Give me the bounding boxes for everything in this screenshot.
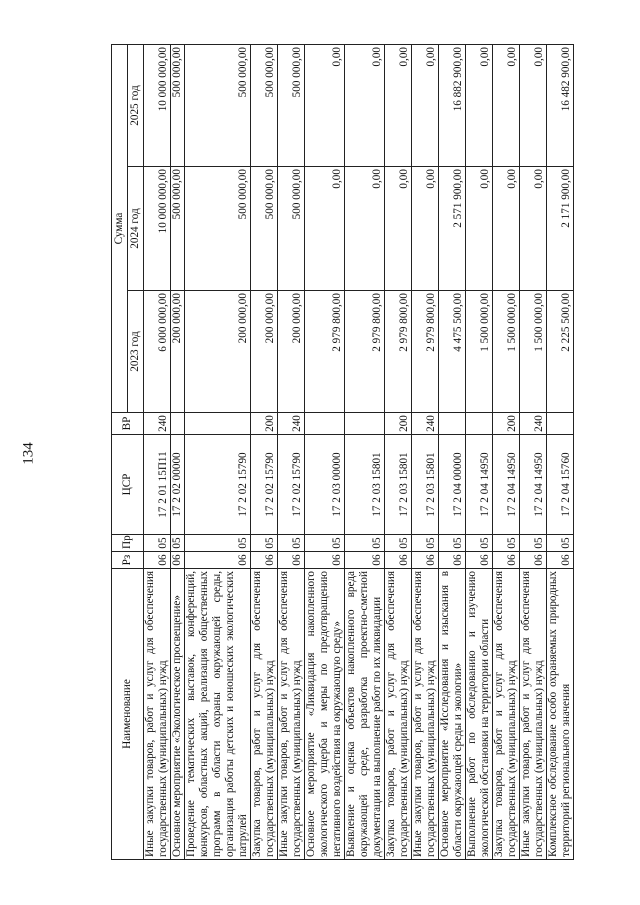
sum-2025-cell: 0,00 bbox=[305, 44, 345, 166]
pr-cell: 05 bbox=[345, 535, 385, 552]
name-cell: Закупка товаров, работ и услуг для обеспечения государственных (муниципальных) нужд bbox=[493, 569, 520, 860]
csr-cell: 17 2 04 14950 bbox=[493, 435, 520, 535]
name-cell: Иные закупки товаров, работ и услуг для обеспечения государственных (муниципальных) нужд bbox=[412, 569, 439, 860]
csr-cell: 17 2 03 15801 bbox=[345, 435, 385, 535]
vr-cell: 200 bbox=[385, 413, 412, 435]
rz-cell: 06 bbox=[305, 552, 345, 569]
header-name: Наименование bbox=[112, 569, 144, 860]
rz-cell: 06 bbox=[412, 552, 439, 569]
header-2024: 2024 год bbox=[128, 167, 144, 291]
table-row bbox=[345, 44, 385, 859]
csr-cell: 17 2 04 14950 bbox=[466, 435, 493, 535]
sum-2025-cell: 0,00 bbox=[520, 44, 547, 166]
sum-2025-cell: 0,00 bbox=[466, 44, 493, 166]
vr-cell: 240 bbox=[520, 413, 547, 435]
vr-cell bbox=[547, 413, 574, 435]
name-cell: Основное мероприятие «Исследования и изыскания в области окружающей среды и экологии» bbox=[439, 569, 466, 860]
name-cell: Основное мероприятие «Экологическое просвещение» bbox=[171, 569, 185, 860]
sum-2023-cell: 6 000 000,00 bbox=[144, 291, 171, 413]
rz-cell: 06 bbox=[466, 552, 493, 569]
pr-cell: 05 bbox=[385, 535, 412, 552]
vr-cell: 240 bbox=[412, 413, 439, 435]
sum-2023-cell: 1 500 000,00 bbox=[493, 291, 520, 413]
table-header bbox=[112, 44, 144, 859]
header-2023: 2023 год bbox=[128, 291, 144, 413]
sum-2024-cell: 500 000,00 bbox=[278, 167, 305, 291]
rz-cell: 06 bbox=[385, 552, 412, 569]
sum-2023-cell: 200 000,00 bbox=[278, 291, 305, 413]
pr-cell: 05 bbox=[547, 535, 574, 552]
table-row bbox=[278, 44, 305, 859]
vr-cell: 200 bbox=[251, 413, 278, 435]
sum-2025-cell: 16 882 900,00 bbox=[439, 44, 466, 166]
sum-2024-cell: 500 000,00 bbox=[185, 167, 251, 291]
vr-cell bbox=[439, 413, 466, 435]
sum-2024-cell: 0,00 bbox=[466, 167, 493, 291]
sum-2023-cell: 200 000,00 bbox=[171, 291, 185, 413]
table-row bbox=[412, 44, 439, 859]
pr-cell: 05 bbox=[412, 535, 439, 552]
sum-2025-cell: 16 482 900,00 bbox=[547, 44, 574, 166]
rz-cell: 06 bbox=[547, 552, 574, 569]
csr-cell: 17 2 02 15790 bbox=[278, 435, 305, 535]
name-cell: Закупка товаров, работ и услуг для обеспечения государственных (муниципальных) нужд bbox=[251, 569, 278, 860]
rotated-page bbox=[111, 45, 636, 860]
table-row bbox=[185, 44, 251, 859]
sum-2025-cell: 500 000,00 bbox=[185, 44, 251, 166]
name-cell: Выполнение работ по обследованию и изучению экологической обстановки на территории области bbox=[466, 569, 493, 860]
csr-cell: 17 2 04 14950 bbox=[520, 435, 547, 535]
sum-2023-cell: 1 500 000,00 bbox=[520, 291, 547, 413]
sum-2025-cell: 0,00 bbox=[493, 44, 520, 166]
sum-2023-cell: 200 000,00 bbox=[185, 291, 251, 413]
csr-cell: 17 2 03 15801 bbox=[385, 435, 412, 535]
pr-cell: 05 bbox=[520, 535, 547, 552]
sum-2024-cell: 500 000,00 bbox=[251, 167, 278, 291]
sum-2025-cell: 0,00 bbox=[412, 44, 439, 166]
vr-cell bbox=[185, 413, 251, 435]
sum-2023-cell: 2 979 800,00 bbox=[305, 291, 345, 413]
vr-cell: 240 bbox=[278, 413, 305, 435]
name-cell: Иные закупки товаров, работ и услуг для обеспечения государственных (муниципальных) нужд bbox=[278, 569, 305, 860]
header-sum: Сумма bbox=[112, 44, 128, 412]
sum-2025-cell: 0,00 bbox=[385, 44, 412, 166]
budget-table bbox=[111, 44, 574, 860]
rz-cell: 06 bbox=[185, 552, 251, 569]
sum-2023-cell: 200 000,00 bbox=[251, 291, 278, 413]
name-cell: Закупка товаров, работ и услуг для обеспечения государственных (муниципальных) нужд bbox=[385, 569, 412, 860]
table-row bbox=[439, 44, 466, 859]
vr-cell bbox=[466, 413, 493, 435]
name-cell: Выявление и оценка объектов накопленного вреда окружающей среде, разработка проектно-сметной документации на выполнение работ по их ликвидации bbox=[345, 569, 385, 860]
sum-2025-cell: 10 000 000,00 bbox=[144, 44, 171, 166]
table-row bbox=[144, 44, 171, 859]
vr-cell bbox=[345, 413, 385, 435]
sum-2024-cell: 0,00 bbox=[493, 167, 520, 291]
rz-cell: 06 bbox=[144, 552, 171, 569]
header-pr: Пр bbox=[112, 535, 144, 552]
pr-cell: 05 bbox=[171, 535, 185, 552]
sum-2023-cell: 2 979 800,00 bbox=[412, 291, 439, 413]
vr-cell: 200 bbox=[493, 413, 520, 435]
pr-cell: 05 bbox=[144, 535, 171, 552]
sum-2024-cell: 0,00 bbox=[305, 167, 345, 291]
vr-cell: 240 bbox=[144, 413, 171, 435]
sum-2024-cell: 2 571 900,00 bbox=[439, 167, 466, 291]
page-number: 134 bbox=[20, 442, 37, 465]
name-cell: Иные закупки товаров, работ и услуг для обеспечения государственных (муниципальных) нужд bbox=[144, 569, 171, 860]
pr-cell: 05 bbox=[185, 535, 251, 552]
sum-2024-cell: 0,00 bbox=[520, 167, 547, 291]
pr-cell: 05 bbox=[439, 535, 466, 552]
sum-2024-cell: 0,00 bbox=[385, 167, 412, 291]
sum-2024-cell: 0,00 bbox=[345, 167, 385, 291]
pr-cell: 05 bbox=[305, 535, 345, 552]
table-row bbox=[171, 44, 185, 859]
name-cell: Иные закупки товаров, работ и услуг для обеспечения государственных (муниципальных) нужд bbox=[520, 569, 547, 860]
sum-2023-cell: 2 225 500,00 bbox=[547, 291, 574, 413]
rz-cell: 06 bbox=[520, 552, 547, 569]
csr-cell: 17 2 03 15801 bbox=[412, 435, 439, 535]
header-rz: Рз bbox=[112, 552, 144, 569]
pr-cell: 05 bbox=[278, 535, 305, 552]
pr-cell: 05 bbox=[493, 535, 520, 552]
table-row bbox=[305, 44, 345, 859]
csr-cell: 17 2 04 15760 bbox=[547, 435, 574, 535]
csr-cell: 17 2 02 15790 bbox=[185, 435, 251, 535]
name-cell: Комплексное обследование особо охраняемых природных территорий регионального значения bbox=[547, 569, 574, 860]
rz-cell: 06 bbox=[251, 552, 278, 569]
csr-cell: 17 2 02 15790 bbox=[251, 435, 278, 535]
pr-cell: 05 bbox=[251, 535, 278, 552]
table-row bbox=[385, 44, 412, 859]
vr-cell bbox=[171, 413, 185, 435]
rz-cell: 06 bbox=[171, 552, 185, 569]
table-row bbox=[493, 44, 520, 859]
rz-cell: 06 bbox=[493, 552, 520, 569]
name-cell: Проведение тематических выставок, конференций, конкурсов, областных акций, реализация общественных программ в области охраны окружающей среды, организация работы детских и юношеских экологических патрулей bbox=[185, 569, 251, 860]
table-row bbox=[466, 44, 493, 859]
header-2025: 2025 год bbox=[128, 44, 144, 166]
header-vr: ВР bbox=[112, 413, 144, 435]
rz-cell: 06 bbox=[439, 552, 466, 569]
sum-2024-cell: 10 000 000,00 bbox=[144, 167, 171, 291]
sum-2025-cell: 500 000,00 bbox=[278, 44, 305, 166]
csr-cell: 17 2 02 00000 bbox=[171, 435, 185, 535]
rz-cell: 06 bbox=[345, 552, 385, 569]
sum-2023-cell: 2 979 800,00 bbox=[345, 291, 385, 413]
sum-2024-cell: 0,00 bbox=[412, 167, 439, 291]
sum-2025-cell: 0,00 bbox=[345, 44, 385, 166]
sum-2025-cell: 500 000,00 bbox=[251, 44, 278, 166]
csr-cell: 17 2 04 00000 bbox=[439, 435, 466, 535]
name-cell: Основное мероприятие «Ликвидация накопленного экологического ущерба и меры по предотвращению негативного воздействия на окружающую среду» bbox=[305, 569, 345, 860]
vr-cell bbox=[305, 413, 345, 435]
header-csr: ЦСР bbox=[112, 435, 144, 535]
sum-2024-cell: 2 171 900,00 bbox=[547, 167, 574, 291]
sum-2023-cell: 2 979 800,00 bbox=[385, 291, 412, 413]
rz-cell: 06 bbox=[278, 552, 305, 569]
table-row bbox=[251, 44, 278, 859]
csr-cell: 17 2 01 15П11 bbox=[144, 435, 171, 535]
table-row bbox=[547, 44, 574, 859]
pr-cell: 05 bbox=[466, 535, 493, 552]
sum-2025-cell: 500 000,00 bbox=[171, 44, 185, 166]
sum-2023-cell: 4 475 500,00 bbox=[439, 291, 466, 413]
table-row bbox=[520, 44, 547, 859]
sum-2024-cell: 500 000,00 bbox=[171, 167, 185, 291]
table-body bbox=[144, 44, 574, 859]
sum-2023-cell: 1 500 000,00 bbox=[466, 291, 493, 413]
csr-cell: 17 2 03 00000 bbox=[305, 435, 345, 535]
